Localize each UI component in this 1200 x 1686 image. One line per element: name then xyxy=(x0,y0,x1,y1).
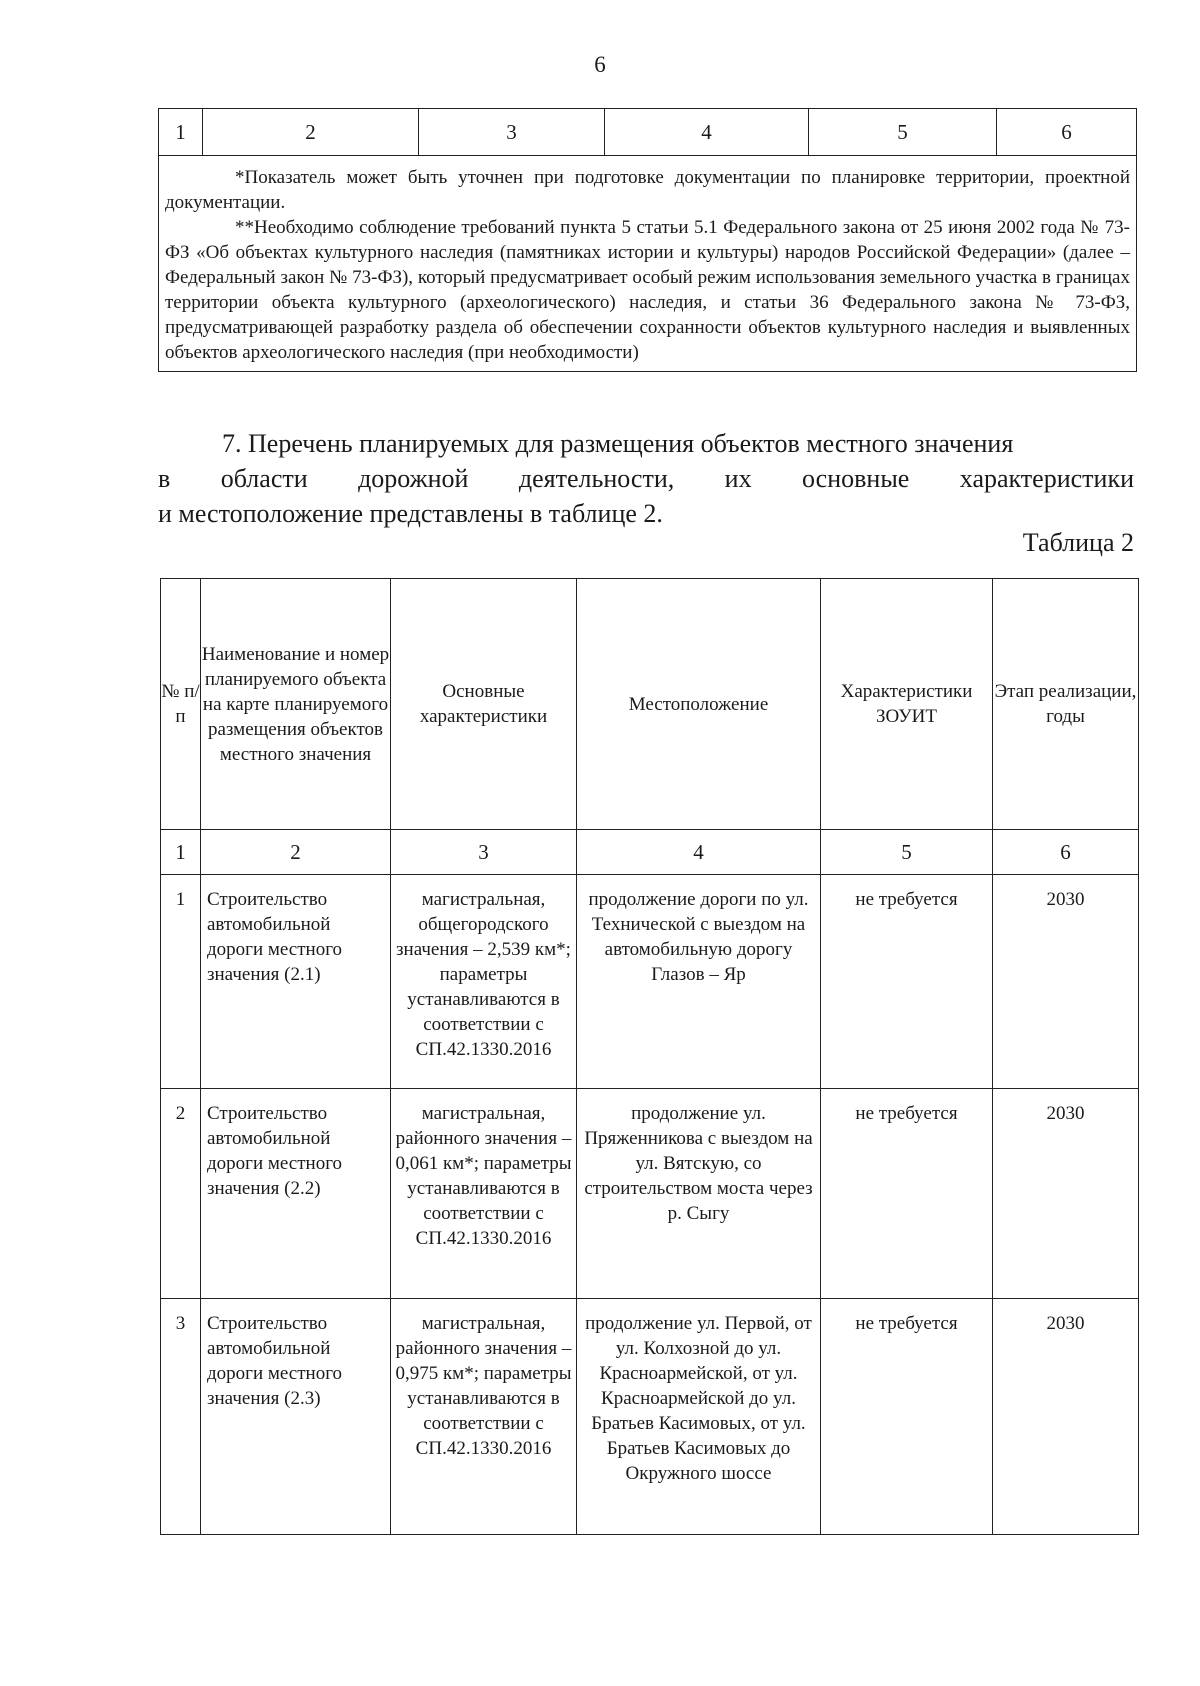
footnote-1: *Показатель может быть уточнен при подготовке документации по планировке территории, проектной документации. xyxy=(165,167,1130,213)
object-location: продолжение дороги по ул. Технической с выездом на автомобильную дорогу Глазов – Яр xyxy=(577,875,821,1089)
column-numbering-row xyxy=(161,830,1139,875)
table-row xyxy=(161,875,1139,1089)
header-characteristics: Основные характеристики xyxy=(391,579,577,830)
object-location: продолжение ул. Пряженникова с выездом на ул. Вятскую, со строительством моста через р. Сыгу xyxy=(577,1089,821,1299)
column-number: 2 xyxy=(201,830,391,875)
row-number: 3 xyxy=(161,1299,201,1535)
column-number: 2 xyxy=(203,109,419,156)
table-row xyxy=(161,1299,1139,1535)
column-number: 4 xyxy=(605,109,809,156)
object-zouit: не требуется xyxy=(821,1299,993,1535)
header-zouit: Характеристики ЗОУИТ xyxy=(821,579,993,830)
row-number: 2 xyxy=(161,1089,201,1299)
column-number: 4 xyxy=(577,830,821,875)
object-stage: 2030 xyxy=(993,1089,1139,1299)
paragraph-line-2 xyxy=(158,461,1134,496)
table-caption: Таблица 2 xyxy=(1022,528,1134,557)
paragraph-line-1 xyxy=(158,426,1134,461)
object-location: продолжение ул. Первой, от ул. Колхозной до ул. Красноармейской, от ул. Красноармейской до ул. Братьев Касимовых, от ул. Братьев Касимовых до Окружного шоссе xyxy=(577,1299,821,1535)
continuation-table xyxy=(158,108,1137,372)
object-name: Строительство автомобильной дороги местного значения (2.3) xyxy=(201,1299,391,1535)
table-row xyxy=(161,1089,1139,1299)
paragraph-word: деятельности, xyxy=(518,464,675,493)
paragraph-word: дорожной xyxy=(358,464,469,493)
column-number: 6 xyxy=(997,109,1137,156)
footnote-2: **Необходимо соблюдение требований пункта 5 статьи 5.1 Федерального закона от 25 июня 2002 года № 73-ФЗ «Об объектах культурного наследия (памятниках истории и культуры) народов Российской Федерации» (далее – Федеральный закон № 73-ФЗ), который предусматривает особый режим использования земельного участка в границах территории объекта культурного (археологического) наследия, и статьи 36 Федерального закона № 73-ФЗ, предусматривающей разработку раздела об обеспечении сохранности объектов культурного наследия и выявленных объектов археологического наследия (при необходимости) xyxy=(165,217,1130,363)
table-header-row xyxy=(161,579,1139,830)
paragraph-line-3: и местоположение представлены в таблице 2. xyxy=(158,499,663,528)
object-stage: 2030 xyxy=(993,875,1139,1089)
header-number: № п/п xyxy=(161,579,201,830)
column-number: 3 xyxy=(419,109,605,156)
header-stage: Этап реализации, годы xyxy=(993,579,1139,830)
object-characteristics: магистральная, общегородского значения – 2,539 км*; параметры устанавливаются в соответствии с СП.42.1330.2016 xyxy=(391,875,577,1089)
header-location: Местоположение xyxy=(577,579,821,830)
object-zouit: не требуется xyxy=(821,1089,993,1299)
column-number: 5 xyxy=(809,109,997,156)
paragraph-word: области xyxy=(220,464,308,493)
column-number: 1 xyxy=(159,109,203,156)
paragraph-word: в xyxy=(158,464,171,493)
paragraph-text: 7. Перечень планируемых для размещения объектов местного значения xyxy=(222,429,1014,458)
row-number: 1 xyxy=(161,875,201,1089)
column-number: 1 xyxy=(161,830,201,875)
object-name: Строительство автомобильной дороги местного значения (2.1) xyxy=(201,875,391,1089)
column-number: 5 xyxy=(821,830,993,875)
object-name: Строительство автомобильной дороги местного значения (2.2) xyxy=(201,1089,391,1299)
object-stage: 2030 xyxy=(993,1299,1139,1535)
footnotes-cell xyxy=(159,156,1137,372)
page-number: 6 xyxy=(594,52,606,77)
column-number: 6 xyxy=(993,830,1139,875)
object-characteristics: магистральная, районного значения – 0,061 км*; параметры устанавливаются в соответствии с СП.42.1330.2016 xyxy=(391,1089,577,1299)
paragraph-word: их xyxy=(724,464,752,493)
paragraph-word: характеристики xyxy=(959,464,1134,493)
paragraph-word: основные xyxy=(802,464,910,493)
objects-table xyxy=(160,578,1139,1535)
object-zouit: не требуется xyxy=(821,875,993,1089)
header-name: Наименование и номер планируемого объекта на карте планируемого размещения объектов местного значения xyxy=(201,579,391,830)
object-characteristics: магистральная, районного значения – 0,975 км*; параметры устанавливаются в соответствии с СП.42.1330.2016 xyxy=(391,1299,577,1535)
column-number: 3 xyxy=(391,830,577,875)
